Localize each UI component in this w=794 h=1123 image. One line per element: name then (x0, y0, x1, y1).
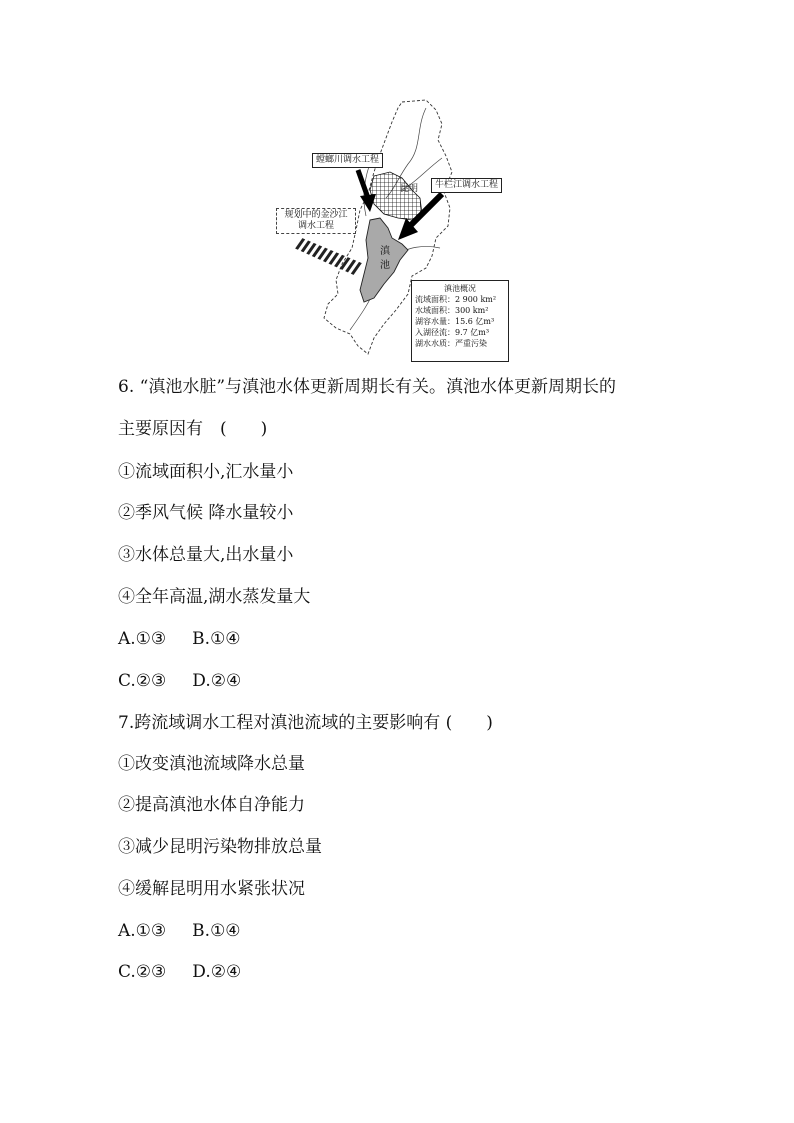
q6-option-d[interactable]: D.②④ (192, 671, 242, 691)
q6-item-1: ①流域面积小,汇水量小 (118, 462, 294, 482)
q7-item-4: ④缓解昆明用水紧张状况 (118, 879, 305, 899)
q6-option-c[interactable]: C.②③ (118, 671, 167, 691)
q6-option-b[interactable]: B.①④ (192, 629, 241, 649)
info-row: 入湖径流：9.7 亿m³ (415, 328, 490, 337)
info-row: 湖容水量：15.6 亿m³ (415, 317, 495, 326)
q7-option-a[interactable]: A.①③ (118, 921, 167, 941)
q6-item-2: ②季风气候 降水量较小 (118, 503, 294, 523)
q7-options-row1 (118, 920, 241, 942)
q7-options-row2 (118, 961, 241, 983)
q7-item-2: ②提高滇池水体自净能力 (118, 795, 305, 815)
label-lake-char-1: 滇 (380, 246, 390, 257)
q7-option-d[interactable]: D.②④ (192, 962, 242, 982)
q6-stem-line2: 主要原因有 ( ) (118, 419, 268, 439)
label-lake-char-2: 池 (380, 260, 390, 271)
dianchi-map-figure (276, 98, 512, 364)
q7-stem: 7.跨流域调水工程对滇池流域的主要影响有 ( ) (118, 713, 493, 733)
q6-item-4: ④全年高温,湖水蒸发量大 (118, 587, 311, 607)
q6-option-a[interactable]: A.①③ (118, 629, 167, 649)
q7-option-c[interactable]: C.②③ (118, 962, 167, 982)
q7-item-1: ①改变滇池流域降水总量 (118, 754, 305, 774)
info-row: 流域面积：2 900 km² (415, 295, 497, 304)
label-kunming: 昆明 (400, 184, 419, 194)
q6-options-row2 (118, 670, 241, 692)
info-row: 水域面积：300 km² (415, 306, 489, 315)
q6-item-3: ③水体总量大,出水量小 (118, 545, 294, 565)
info-row: 湖水水质：严重污染 (415, 339, 487, 348)
label-tanglang-project: 螳螂川调水工程 (312, 153, 383, 168)
kunming-urban-area (370, 172, 422, 220)
q6-options-row1 (118, 628, 241, 650)
label-jinsha-line2: 调水工程 (297, 221, 334, 231)
q7-item-3: ③减少昆明污染物排放总量 (118, 837, 322, 857)
q6-stem-line1: 6. “滇池水脏”与滇池水体更新周期长有关。滇池水体更新周期长的 (118, 377, 617, 397)
jinsha-hatched-arrow (294, 238, 364, 276)
label-niulan-project: 牛栏江调水工程 (431, 178, 502, 193)
q7-option-b[interactable]: B.①④ (192, 921, 241, 941)
dianchi-info-box (411, 280, 509, 362)
label-jinsha-project (276, 208, 356, 234)
info-title: 滇池概况 (444, 284, 476, 293)
label-jinsha-line1: 规划中的金沙江 (284, 210, 348, 220)
